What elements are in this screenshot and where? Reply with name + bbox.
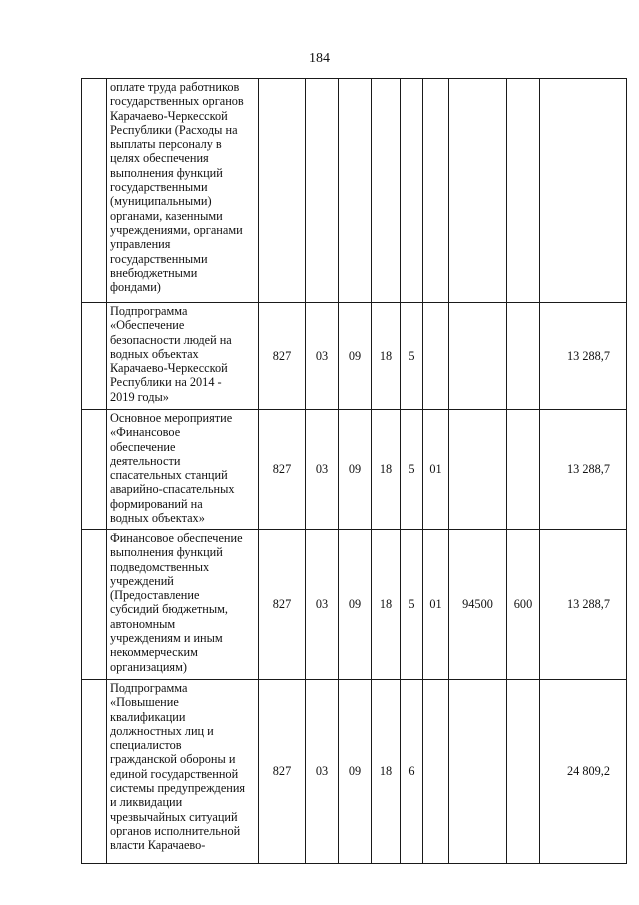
item-name-line: водных объектах [110, 346, 199, 361]
item-name-line: 2019 годы» [110, 389, 169, 404]
activity-code-cell [423, 79, 449, 303]
item-name-cell [107, 530, 259, 680]
row-number-cell [82, 680, 107, 864]
item-name-line: деятельности [110, 453, 181, 468]
program-code-cell: 18 [372, 303, 401, 410]
item-name-line: водных объектах» [110, 511, 205, 526]
item-name-line: автономным [110, 616, 176, 631]
row-number-cell [82, 410, 107, 530]
subsection-code-cell: 09 [339, 410, 372, 530]
item-name-line: Республики на 2014 - [110, 375, 222, 390]
item-name-line: чрезвычайных ситуаций [110, 809, 238, 824]
expense-type-cell [507, 680, 540, 864]
section-code-cell: 03 [306, 680, 339, 864]
item-name-line: системы предупреждения [110, 781, 246, 796]
program-code-cell: 18 [372, 680, 401, 864]
item-name-line: спасательных станций [110, 468, 228, 483]
subsection-code-cell: 09 [339, 530, 372, 680]
expense-type-cell: 600 [507, 530, 540, 680]
item-name-line: фондами) [110, 280, 161, 295]
budget-table [81, 78, 627, 864]
item-name-line: выполнения функций [110, 165, 223, 180]
section-code-cell: 03 [306, 303, 339, 410]
item-name-line: Финансовое обеспечение [110, 531, 243, 545]
program-code-cell: 18 [372, 410, 401, 530]
item-name-line: субсидий бюджетным, [110, 602, 229, 617]
section-code-cell: 03 [306, 410, 339, 530]
amount-cell: 13 288,7 [540, 410, 627, 530]
item-name-line: органов исполнительной [110, 823, 241, 838]
item-name-cell [107, 303, 259, 410]
item-name-line: некоммерческим [110, 645, 198, 660]
table-row [82, 79, 627, 303]
table-row [82, 530, 627, 680]
item-name-line: «Повышение [110, 695, 179, 710]
ministry-code-cell: 827 [259, 530, 306, 680]
item-name-line: «Обеспечение [110, 318, 185, 333]
activity-code-cell: 01 [423, 530, 449, 680]
row-number-cell [82, 79, 107, 303]
expense-type-cell [507, 410, 540, 530]
ministry-code-cell [259, 79, 306, 303]
direction-code-cell: 94500 [449, 530, 507, 680]
item-name-line: единой государственной [110, 766, 239, 781]
ministry-code-cell: 827 [259, 680, 306, 864]
item-name-line: внебюджетными [110, 265, 198, 280]
item-name-line: аварийно-спасательных [110, 482, 235, 497]
direction-code-cell [449, 303, 507, 410]
item-name-line: учреждениями, органами [110, 222, 243, 237]
direction-code-cell [449, 410, 507, 530]
expense-type-cell [507, 79, 540, 303]
item-name-line: формирований на [110, 496, 203, 511]
item-name-line: Подпрограмма [110, 304, 188, 318]
item-name-cell [107, 680, 259, 864]
item-name-line: Карачаево-Черкесской [110, 361, 228, 376]
item-name-line: «Финансовое [110, 425, 181, 440]
item-name-line: учреждениям и иным [110, 631, 223, 646]
item-name-cell [107, 410, 259, 530]
expense-type-cell [507, 303, 540, 410]
item-name-line: целях обеспечения [110, 151, 209, 166]
item-name-line: оплате труда работников [110, 80, 240, 94]
subsection-code-cell: 09 [339, 680, 372, 864]
subsection-code-cell [339, 79, 372, 303]
subprogram-code-cell: 5 [401, 303, 423, 410]
item-name-line: государственных органов [110, 94, 244, 109]
ministry-code-cell: 827 [259, 410, 306, 530]
subprogram-code-cell: 6 [401, 680, 423, 864]
item-name-line: (муниципальными) [110, 194, 212, 209]
item-name-line: выплаты персоналу в [110, 137, 222, 152]
direction-code-cell [449, 79, 507, 303]
section-code-cell: 03 [306, 530, 339, 680]
subprogram-code-cell [401, 79, 423, 303]
item-name-line: учреждений [110, 573, 174, 588]
activity-code-cell: 01 [423, 410, 449, 530]
amount-cell: 13 288,7 [540, 530, 627, 680]
table-row [82, 410, 627, 530]
subprogram-code-cell: 5 [401, 530, 423, 680]
item-name-line: безопасности людей на [110, 332, 232, 347]
program-code-cell [372, 79, 401, 303]
item-name-line: гражданской обороны и [110, 752, 236, 767]
subsection-code-cell: 09 [339, 303, 372, 410]
item-name-line: Карачаево-Черкесской [110, 108, 228, 123]
item-name-line: специалистов [110, 738, 182, 753]
page-number: 184 [309, 51, 330, 66]
activity-code-cell [423, 303, 449, 410]
item-name-line: и ликвидации [110, 795, 183, 810]
item-name-line: Подпрограмма [110, 681, 188, 695]
amount-cell: 24 809,2 [540, 680, 627, 864]
item-name-line: государственными [110, 180, 208, 195]
item-name-cell [107, 79, 259, 303]
item-name-line: управления [110, 237, 171, 252]
amount-cell [540, 79, 627, 303]
item-name-line: организациям) [110, 659, 187, 674]
item-name-line: подведомственных [110, 559, 210, 574]
item-name-line: выполнения функций [110, 545, 223, 560]
activity-code-cell [423, 680, 449, 864]
item-name-line: квалификации [110, 709, 186, 724]
section-code-cell [306, 79, 339, 303]
item-name-line: должностных лиц и [110, 723, 214, 738]
item-name-line: Основное мероприятие [110, 411, 233, 425]
item-name-line: обеспечение [110, 439, 176, 454]
table-row [82, 303, 627, 410]
row-number-cell [82, 303, 107, 410]
direction-code-cell [449, 680, 507, 864]
item-name-line: власти Карачаево- [110, 838, 206, 853]
row-number-cell [82, 530, 107, 680]
item-name-line: органами, казенными [110, 208, 223, 223]
item-name-line: Республики (Расходы на [110, 122, 238, 137]
item-name-line: государственными [110, 251, 208, 266]
program-code-cell: 18 [372, 530, 401, 680]
table-row [82, 680, 627, 864]
ministry-code-cell: 827 [259, 303, 306, 410]
item-name-line: (Предоставление [110, 588, 200, 603]
subprogram-code-cell: 5 [401, 410, 423, 530]
amount-cell: 13 288,7 [540, 303, 627, 410]
